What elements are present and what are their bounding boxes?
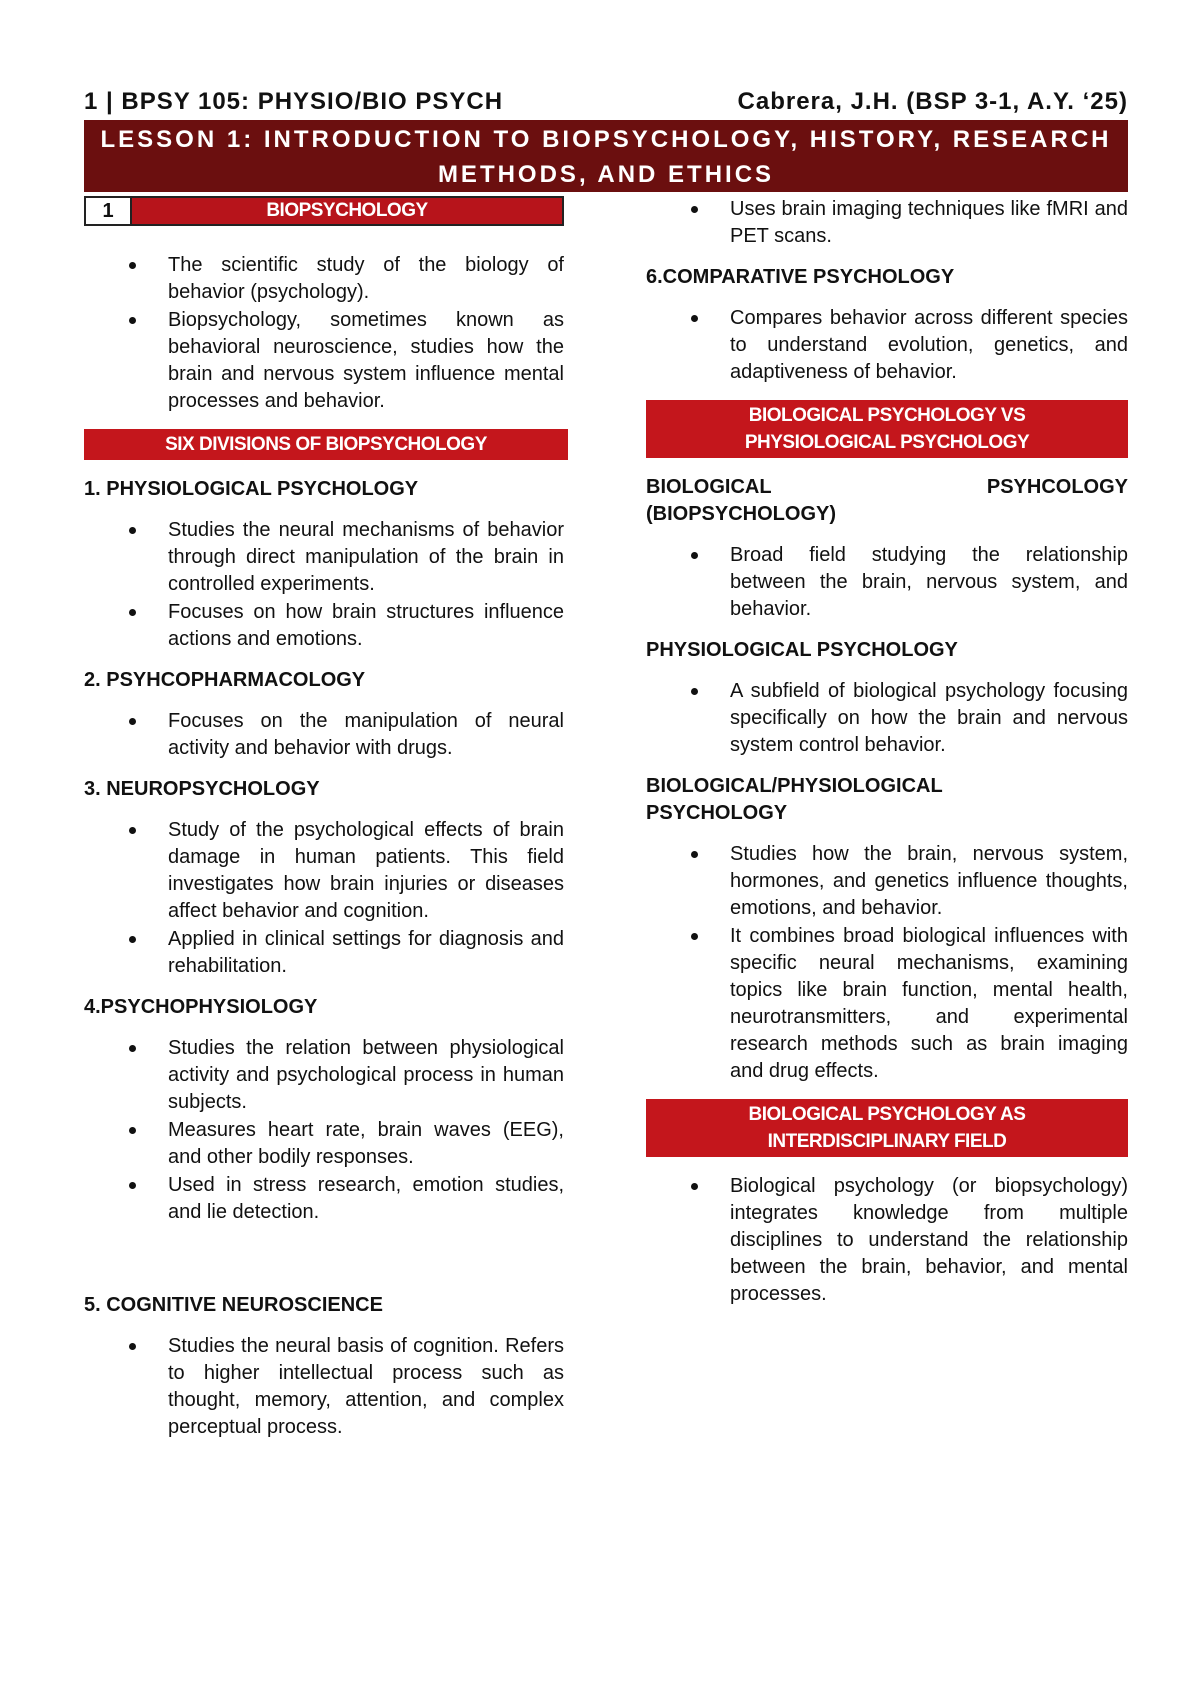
bullet-icon (691, 315, 698, 322)
bio-heading-word1: BIOLOGICAL (646, 476, 772, 498)
list-item: Applied in clinical settings for diagnosis and rehabilitation. (84, 926, 564, 980)
biopsychology-list (84, 252, 564, 415)
physio-heading: PHYSIOLOGICAL PSYCHOLOGY (646, 639, 958, 661)
biophysio-list (646, 841, 1128, 1085)
interdisciplinary-list (646, 1173, 1128, 1308)
division-list-1 (84, 517, 564, 653)
bullet-icon (691, 552, 698, 559)
section-number: 1 (86, 198, 132, 224)
division-heading-3: 3. NEUROPSYCHOLOGY (84, 778, 320, 800)
left-column (84, 196, 564, 1451)
division-list-6 (646, 305, 1128, 386)
bullet-icon (691, 1183, 698, 1190)
division-heading-5: 5. COGNITIVE NEUROSCIENCE (84, 1294, 383, 1316)
list-item: Biopsychology, sometimes known as behavioral neuroscience, studies how the brain and nervous system influence mental processes and behavior. (84, 307, 564, 415)
bullet-icon (129, 527, 136, 534)
bio-heading-line2: (BIOPSYCHOLOGY) (646, 503, 837, 525)
lesson-title-line2: METHODS, AND ETHICS (437, 161, 775, 188)
list-item: Studies the relation between physiological activity and psychological process in human subjects. (84, 1035, 564, 1116)
author-label: Cabrera, J.H. (BSP 3-1, A.Y. ‘25) (737, 88, 1128, 115)
list-item: The scientific study of the biology of behavior (psychology). (84, 252, 564, 306)
division-list-4 (84, 1035, 564, 1226)
bio-heading-word2: PSYHCOLOGY (986, 476, 1128, 498)
bar-line: PHYSIOLOGICAL PSYCHOLOGY (744, 432, 1030, 453)
division-list-5 (84, 1333, 564, 1441)
division-heading-6: 6.COMPARATIVE PSYCHOLOGY (646, 266, 955, 288)
right-column (646, 196, 1128, 1318)
physio-list (646, 678, 1128, 759)
heading-line: PSYCHOLOGY (646, 802, 788, 824)
list-item: Studies the neural mechanisms of behavior through direct manipulation of the brain in controlled experiments. (84, 517, 564, 598)
bullet-icon (691, 851, 698, 858)
continued-list (646, 196, 1128, 250)
heading-line: BIOLOGICAL/PHYSIOLOGICAL (646, 775, 943, 797)
list-item: Compares behavior across different species to understand evolution, genetics, and adaptiveness of behavior. (646, 305, 1128, 386)
list-item: It combines broad biological influences with specific neural mechanisms, examining topics like brain function, mental health, neurotransmitters, and experimental research methods such as brain imaging and drug effects. (646, 923, 1128, 1085)
lesson-title-line1: LESSON 1: INTRODUCTION TO BIOPSYCHOLOGY, HISTORY, RESEARCH (100, 126, 1112, 153)
list-item: Biological psychology (or biopsychology) integrates knowledge from multiple disciplines to understand the relationship between the brain, behavior, and mental processes. (646, 1173, 1128, 1308)
list-item: Focuses on how brain structures influence actions and emotions. (84, 599, 564, 653)
lesson-title-banner (84, 120, 1128, 192)
list-item: Measures heart rate, brain waves (EEG), and other bodily responses. (84, 1117, 564, 1171)
list-item: Focuses on the manipulation of neural activity and behavior with drugs. (84, 708, 564, 762)
bullet-icon (129, 1045, 136, 1052)
bullet-icon (129, 1343, 136, 1350)
section-bar-biopsychology (84, 196, 564, 226)
bar-line: INTERDISCIPLINARY FIELD (767, 1131, 1007, 1152)
list-item: Used in stress research, emotion studies, and lie detection. (84, 1172, 564, 1226)
list-item: Studies the neural basis of cognition. Refers to higher intellectual process such as thought, memory, attention, and complex perceptual process. (84, 1333, 564, 1441)
list-item: A subfield of biological psychology focusing specifically on how the brain and nervous system control behavior. (646, 678, 1128, 759)
bullet-icon (129, 609, 136, 616)
bio-list (646, 542, 1128, 623)
interdisciplinary-bar (646, 1099, 1128, 1157)
bio-heading (646, 474, 1128, 528)
bullet-icon (129, 262, 136, 269)
bullet-icon (129, 317, 136, 324)
bullet-icon (129, 1182, 136, 1189)
division-heading-4: 4.PSYCHOPHYSIOLOGY (84, 996, 318, 1018)
section-title: BIOPSYCHOLOGY (132, 198, 562, 224)
bar-line: BIOLOGICAL PSYCHOLOGY AS (748, 1104, 1026, 1125)
list-item: Uses brain imaging techniques like fMRI and PET scans. (646, 196, 1128, 250)
bullet-icon (129, 827, 136, 834)
bio-vs-physio-bar (646, 400, 1128, 458)
biophysio-heading (646, 773, 1128, 827)
list-item: Studies how the brain, nervous system, hormones, and genetics influence thoughts, emotions, and behavior. (646, 841, 1128, 922)
bullet-icon (129, 936, 136, 943)
bullet-icon (129, 718, 136, 725)
division-list-3 (84, 817, 564, 980)
bullet-icon (691, 688, 698, 695)
bar-line: BIOLOGICAL PSYCHOLOGY VS (748, 405, 1026, 426)
division-list-2 (84, 708, 564, 762)
bullet-icon (691, 206, 698, 213)
division-heading-2: 2. PSYHCOPHARMACOLOGY (84, 669, 366, 691)
bullet-icon (691, 933, 698, 940)
bullet-icon (129, 1127, 136, 1134)
page-header (84, 88, 1128, 116)
list-item: Study of the psychological effects of brain damage in human patients. This field investigates how brain injuries or diseases affect behavior and cognition. (84, 817, 564, 925)
list-item: Broad field studying the relationship between the brain, nervous system, and behavior. (646, 542, 1128, 623)
divisions-bar: SIX DIVISIONS OF BIOPSYCHOLOGY (84, 429, 568, 460)
course-label: 1 | BPSY 105: PHYSIO/BIO PSYCH (84, 88, 504, 115)
division-heading-1: 1. PHYSIOLOGICAL PSYCHOLOGY (84, 478, 419, 500)
